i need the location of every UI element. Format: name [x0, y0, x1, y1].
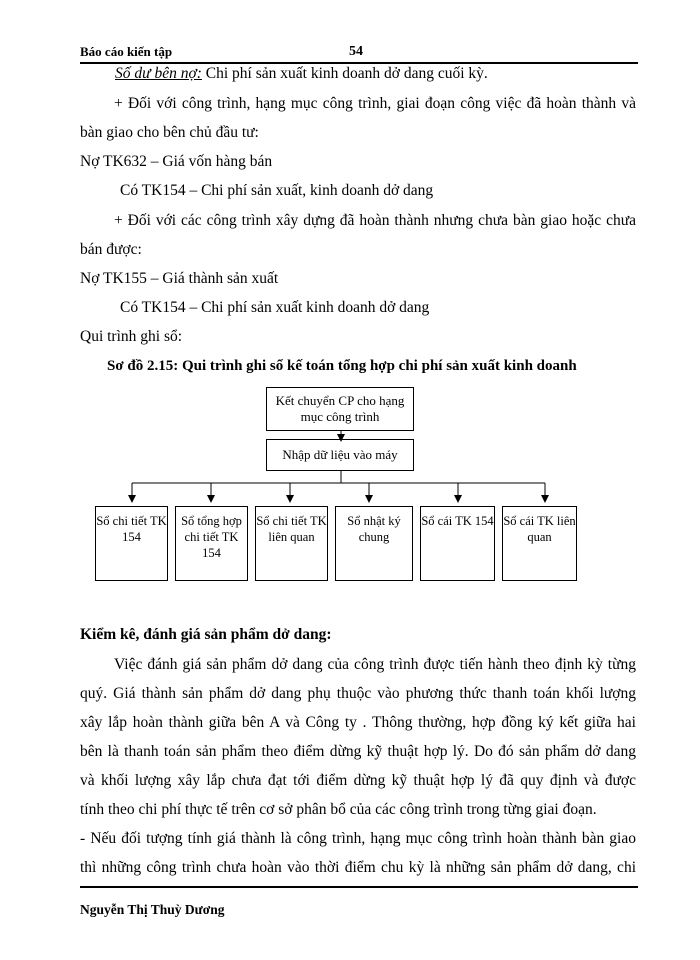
paragraph-line: + Đối với công trình, hạng mục công trình, giai đoạn công việc đã hoàn thành và [114, 95, 636, 112]
paragraph-line: Việc đánh giá sản phẩm dở dang của công trình được tiến hành theo định kỳ từng [114, 656, 636, 673]
footer-author: Nguyễn Thị Thuỳ Dương [80, 902, 225, 917]
journal-entry-credit: Có TK154 – Chi phí sản xuất, kinh doanh dở dang [120, 182, 434, 199]
footer-rule [80, 886, 638, 888]
diagram-leaf-detail-154: Sổ chi tiết TK 154 [95, 506, 168, 581]
journal-entry-debit: Nợ TK155 – Giá thành sản xuất [80, 270, 279, 287]
paragraph-line: - Nếu đối tượng tính giá thành là công trình, hạng mục công trình hoàn thành bàn giao [80, 830, 636, 847]
paragraph-line: Qui trình ghi sổ: [80, 328, 183, 345]
diagram-leaf-ledger-154: Sổ cái TK 154 [420, 506, 495, 581]
header-title: Báo cáo kiến tập [80, 44, 173, 59]
section-heading: Kiểm kê, đánh giá sản phẩm dở dang: [80, 626, 332, 643]
diagram-box-data-entry: Nhập dữ liệu vào máy [266, 439, 414, 471]
paragraph-line: bàn giao cho bên chủ đầu tư: [80, 124, 259, 141]
paragraph-line: quý. Giá thành sản phẩm dở dang phụ thuộc vào phương thức thanh toán khối lượng [80, 685, 636, 702]
journal-entry-credit: Có TK154 – Chi phí sản xuất kinh doanh dở dang [120, 299, 430, 316]
paragraph-line: thì những công trình chưa hoàn vào thời điểm chu kỳ là những sản phẩm dở dang, chi [80, 859, 636, 876]
diagram-leaf-detail-related: Sổ chi tiết TK liên quan [255, 506, 328, 581]
journal-entry-debit: Nợ TK632 – Giá vốn hàng bán [80, 153, 273, 170]
paragraph-line: và khối lượng xây lắp chưa đạt tới điểm dừng kỹ thuật hợp lý đã quy định và được [80, 772, 636, 789]
diagram-leaf-general-journal: Sổ nhật ký chung [335, 506, 413, 581]
diagram-leaf-ledger-related: Sổ cái TK liên quan [502, 506, 577, 581]
paragraph-line: bên là thanh toán sản phẩm theo điểm dừng kỹ thuật hợp lý. Do đó sản phẩm dở dang [80, 743, 636, 760]
paragraph-line: + Đối với các công trình xây dựng đã hoàn thành nhưng chưa bàn giao hoặc chưa [114, 212, 636, 229]
diagram-leaf-summary-154: Sổ tổng hợp chi tiết TK 154 [175, 506, 248, 581]
diagram-box-transfer: Kết chuyển CP cho hạng mục công trình [266, 387, 414, 431]
balance-text: Chi phí sản xuất kinh doanh dở dang cuối kỳ. [201, 65, 488, 82]
paragraph-line: tính theo chi phí thực tế trên cơ sở phân bổ của các công trình trong từng giai đoạn. [80, 801, 597, 818]
balance-label: Số dư bên nợ: [115, 65, 202, 82]
page-number: 54 [349, 44, 363, 59]
diagram-title: Sơ đồ 2.15: Qui trình ghi sổ kế toán tổng hợp chi phí sản xuất kinh doanh [107, 358, 577, 374]
paragraph-line: bán được: [80, 241, 142, 258]
paragraph-line: xây lắp hoàn thành giữa bên A và Công ty . Thông thường, hợp đồng ký kết giữa hai [80, 714, 636, 731]
